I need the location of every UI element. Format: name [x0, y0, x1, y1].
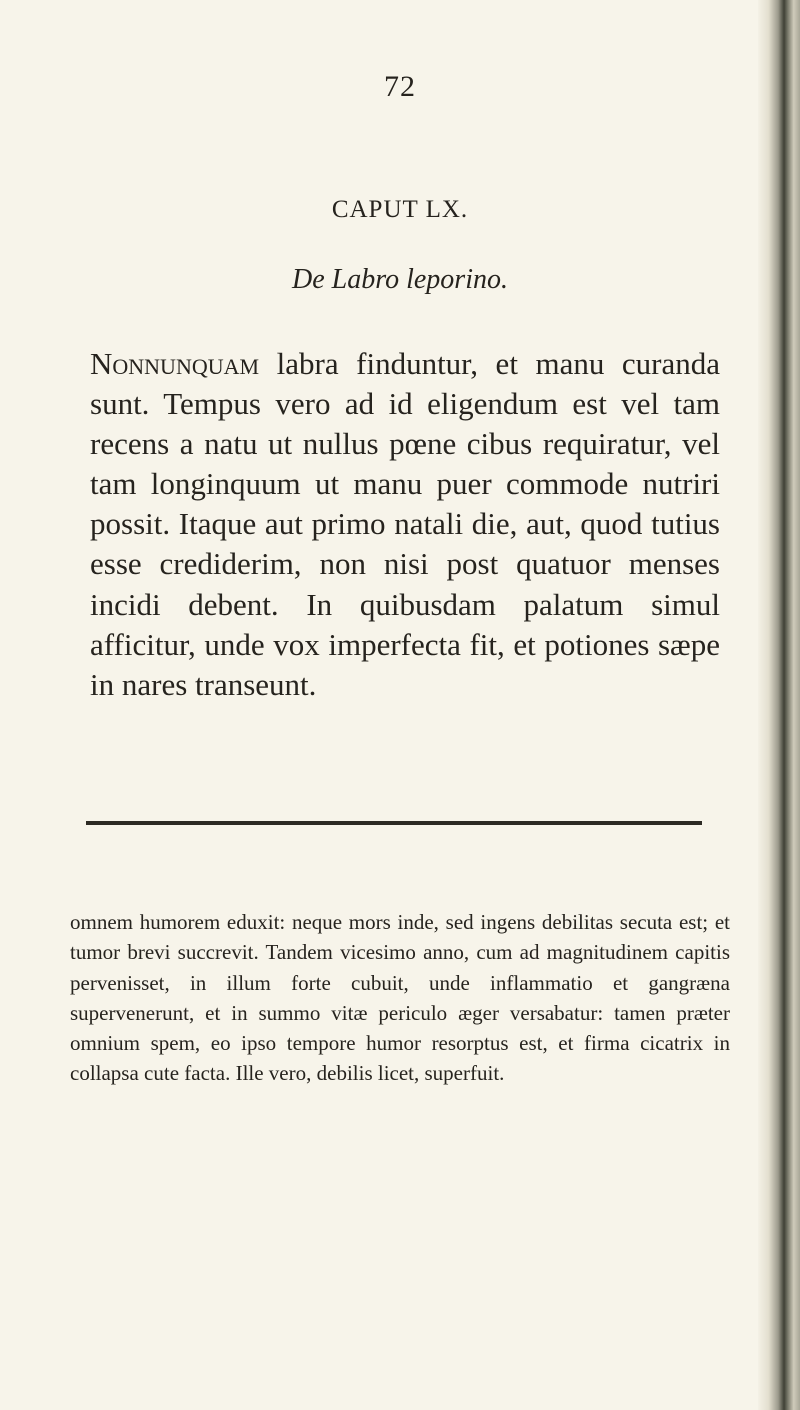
page-number: 72	[384, 70, 416, 103]
main-paragraph	[90, 344, 720, 705]
chapter-subtitle: De Labro leporino.	[292, 264, 508, 295]
opening-word: Nonnunquam	[90, 346, 260, 381]
paragraph-text: labra finduntur, et manu curanda sunt. Tempus vero ad id eligendum est vel tam recens a natu ut nullus pœne cibus requiratur, vel tam longinquum ut manu puer commode nutriri possit. Itaque aut primo natali die, aut, quod tutius esse crediderim, non nisi post quatuor menses incidi debent. In quibusdam palatum simul afficitur, unde vox imperfecta fit, et potiones sæpe in nares transeunt.	[90, 346, 721, 702]
footnote: omnem humorem eduxit: neque mors inde, sed ingens debilitas secuta est; et tumor brevi succrevit. Tandem vicesimo anno, cum ad magnitudinem capitis pervenisset, in illum forte cubuit, unde inflammatio et gangræna supervenerunt, et in summo vitæ periculo æger versabatur: tamen præter omnium spem, eo ipso tempore humor resorptus est, et firma cicatrix in collapsa cute facta. Ille vero, debilis licet, superfuit.	[70, 910, 730, 1086]
chapter-title: CAPUT LX.	[331, 196, 469, 223]
footnote-rule	[86, 821, 702, 825]
